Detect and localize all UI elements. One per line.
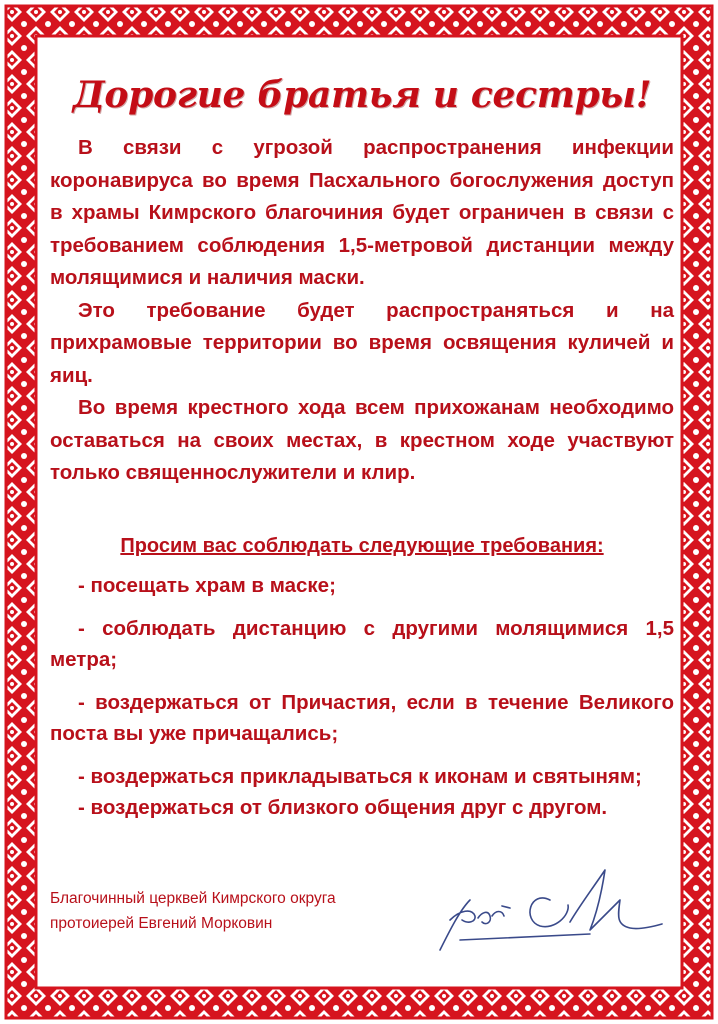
requirement-item: - воздержаться прикладываться к иконам и святыням; bbox=[78, 764, 642, 788]
paragraph-territories: Это требование будет распространяться и на прихрамовые территории во время освящения куличей и яиц. bbox=[50, 298, 674, 387]
signatory-name: протоиерей Евгений Морковин bbox=[50, 915, 273, 932]
letter-title: Дорогие братья и сестры! bbox=[72, 74, 652, 116]
signatory-title: Благочинный церквей Кимрского округа bbox=[50, 890, 336, 907]
signatory-block bbox=[50, 886, 336, 936]
requirements-heading: Просим вас соблюдать следующие требования: bbox=[120, 534, 604, 557]
letter-body bbox=[50, 70, 674, 823]
requirement-item: - соблюдать дистанцию с другими молящимися 1,5 метра; bbox=[50, 616, 674, 671]
paragraph-procession: Во время крестного хода всем прихожанам необходимо оставаться на своих местах, в крестном ходе участвуют только священнослужители и клир. bbox=[50, 396, 674, 484]
requirement-item: - воздержаться от Причастия, если в течение Великого поста вы уже причащались; bbox=[50, 690, 674, 745]
paragraph-restrictions: В связи с угрозой распространения инфекции коронавируса во время Пасхального богослужения доступ в храмы Кимрского благочиния будет ограничен в связи с требованием соблюдения 1,5-метровой дистанции между молящимися и наличия маски. bbox=[50, 136, 674, 289]
requirement-item: - посещать храм в маске; bbox=[78, 573, 336, 597]
handwritten-signature bbox=[430, 860, 670, 960]
requirement-item: - воздержаться от близкого общения друг с другом. bbox=[78, 795, 608, 819]
